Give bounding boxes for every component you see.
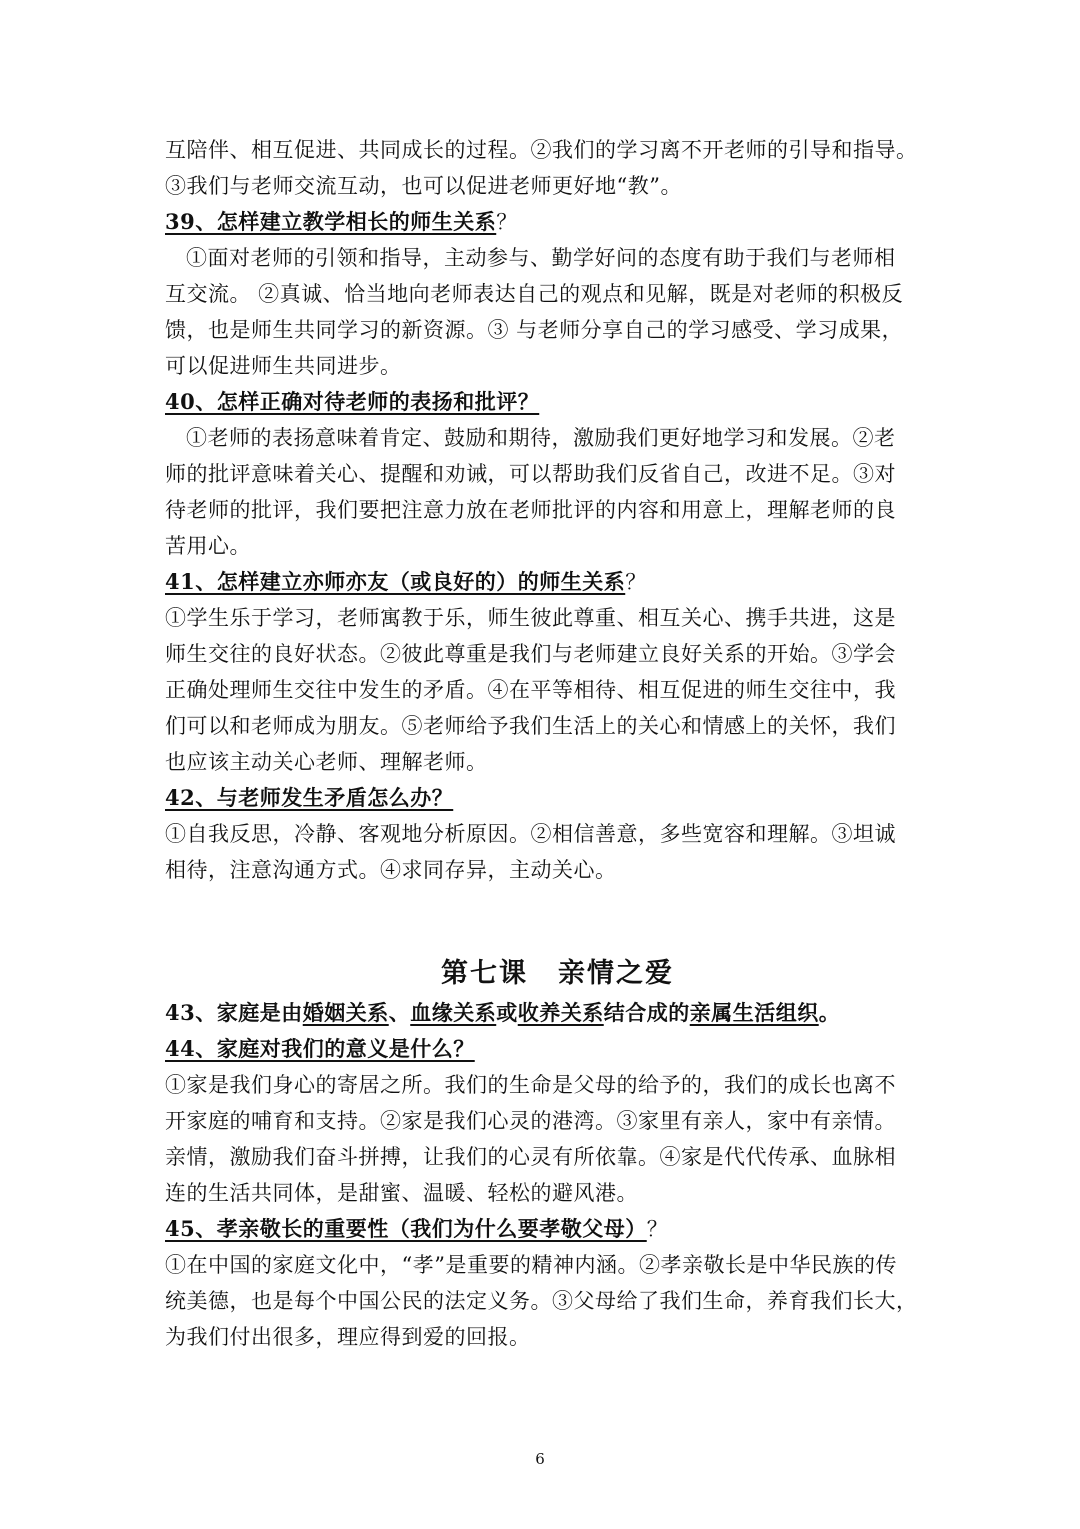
answer-40-line-1: ①老师的表扬意味着肯定、鼓励和期待，激励我们更好地学习和发展。②老 [186, 426, 896, 450]
intro-line-1: 互陪伴、相互促进、共同成长的过程。②我们的学习离不开老师的引导和指导。 [165, 138, 918, 162]
answer-39-line-3: 馈，也是师生共同学习的新资源。③ 与老师分享自己的学习感受、学习成果， [165, 318, 904, 342]
answer-39-line-4: 可以促进师生共同进步。 [165, 354, 402, 378]
answer-42-line-1: ①自我反思，冷静、客观地分析原因。②相信善意，多些宽容和理解。③坦诚 [165, 822, 896, 846]
answer-44-line-1: ①家是我们身心的寄居之所。我们的生命是父母的给予的，我们的成长也离不 [165, 1073, 896, 1097]
intro-line-2: ③我们与老师交流互动，也可以促进老师更好地“教”。 [165, 174, 682, 198]
answer-40-line-4: 苦用心。 [165, 534, 251, 558]
lesson-number: 第七课 [441, 958, 528, 989]
answer-44-line-3: 亲情，激励我们奋斗拼搏，让我们的心灵有所依靠。④家是代代传承、血脉相 [165, 1145, 896, 1169]
question-45 [165, 1211, 930, 1247]
statement-43-term-marriage: 婚姻关系 [302, 1000, 389, 1025]
question-45-text: 45、孝亲敬长的重要性（我们为什么要孝敬父母） [165, 1216, 647, 1241]
lesson-name: 亲情之爱 [558, 958, 674, 989]
answer-45-line-2: 统美德，也是每个中国公民的法定义务。③父母给了我们生命，养育我们长大， [165, 1289, 918, 1313]
section-gap [165, 888, 930, 953]
answer-39-line-1: ①面对老师的引领和指导，主动参与、勤学好问的态度有助于我们与老师相 [186, 246, 896, 270]
statement-43-part-5: 。 [818, 1000, 841, 1025]
answer-40-line-3: 待老师的批评，我们要把注意力放在老师批评的内容和用意上，理解老师的良 [165, 498, 896, 522]
question-41-text: 41、怎样建立亦师亦友（或良好的）的师生关系 [165, 569, 626, 594]
statement-43-term-adoption: 收养关系 [517, 1000, 604, 1025]
answer-41-line-1: ①学生乐于学习，老师寓教于乐，师生彼此尊重、相互关心、携手共进，这是 [165, 606, 896, 630]
answer-41-line-3: 正确处理师生交往中发生的矛盾。④在平等相待、相互促进的师生交往中，我 [165, 678, 896, 702]
answer-41-line-4: 们可以和老师成为朋友。⑤老师给予我们生活上的关心和情感上的关怀，我们 [165, 714, 896, 738]
question-44-text: 44、家庭对我们的意义是什么？ [165, 1036, 475, 1061]
question-45-mark: ？ [646, 1217, 669, 1241]
statement-43-term-organization: 亲属生活组织 [689, 1000, 819, 1025]
answer-40-line-2: 师的批评意味着关心、提醒和劝诫，可以帮助我们反省自己，改进不足。③对 [165, 462, 896, 486]
answer-41-line-2: 师生交往的良好状态。②彼此尊重是我们与老师建立良好关系的开始。③学会 [165, 642, 896, 666]
question-40 [165, 384, 930, 420]
question-40-text: 40、怎样正确对待老师的表扬和批评？ [165, 389, 540, 414]
statement-43-part-4: 结合成的 [603, 1000, 690, 1025]
question-41 [165, 564, 930, 600]
answer-44-line-2: 开家庭的哺育和支持。②家是我们心灵的港湾。③家里有亲人，家中有亲情。 [165, 1109, 896, 1133]
question-39 [165, 204, 930, 240]
answer-45-line-1: ①在中国的家庭文化中，“孝”是重要的精神内涵。②孝亲敬长是中华民族的传 [165, 1253, 897, 1277]
page-number: 6 [535, 1450, 545, 1468]
statement-43-part-2: 、 [388, 1000, 411, 1025]
question-39-text: 39、怎样建立教学相长的师生关系 [165, 209, 497, 234]
lesson-title [165, 953, 930, 995]
statement-43-term-blood: 血缘关系 [410, 1000, 497, 1025]
question-44 [165, 1031, 930, 1067]
statement-43 [165, 995, 930, 1031]
question-42 [165, 780, 930, 816]
statement-43-part-3: 或 [496, 1000, 518, 1025]
answer-41-line-5: 也应该主动关心老师、理解老师。 [165, 750, 488, 774]
question-42-text: 42、与老师发生矛盾怎么办？ [165, 785, 454, 810]
question-39-mark: ？ [496, 210, 518, 234]
statement-43-part-1: 43、家庭是由 [165, 1000, 303, 1025]
answer-39-line-2: 互交流。 ②真诚、恰当地向老师表达自己的观点和见解，既是对老师的积极反 [165, 282, 904, 306]
answer-44-line-4: 连的生活共同体，是甜蜜、温暖、轻松的避风港。 [165, 1181, 638, 1205]
answer-45-line-3: 为我们付出很多，理应得到爱的回报。 [165, 1325, 531, 1349]
question-41-mark: ？ [625, 570, 647, 594]
answer-42-line-2: 相待，注意沟通方式。④求同存异，主动关心。 [165, 858, 617, 882]
